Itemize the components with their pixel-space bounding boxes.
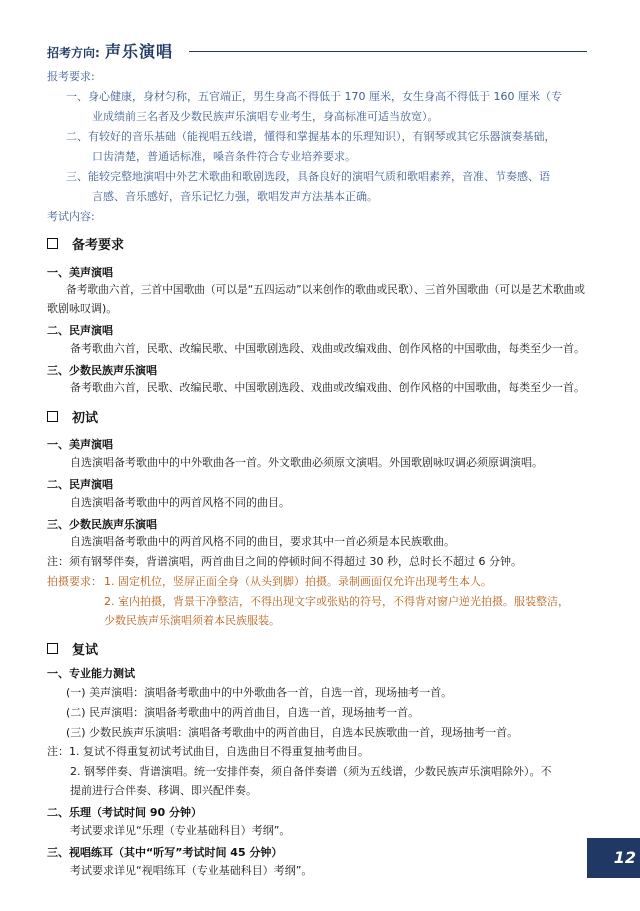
prep-head-ethnic: 三、少数民族声乐演唱	[47, 364, 157, 377]
pre-bel-canto-line: 自选演唱备考歌曲中的中外歌曲各一首。外文歌曲必须原文演唱。外国歌剧咏叹调必须原调演唱。	[70, 456, 543, 469]
section-title: 复试	[72, 643, 99, 658]
exam-content-title: 考试内容:	[47, 210, 95, 223]
section-retest	[47, 639, 98, 658]
major-label: 招考方向:	[47, 46, 100, 60]
retest-ability-head: 一、专业能力测试	[47, 667, 135, 680]
pre-note: 注：须有钢琴伴奏，背谱演唱，两首曲目之间的停顿时间不得超过 30 秒，总时长不超过 6 分钟。	[47, 555, 522, 568]
page-number: 12	[587, 838, 640, 878]
filming-line-3: 少数民族声乐演唱须着本民族服装。	[104, 614, 280, 627]
retest-ear-head: 三、视唱练耳（其中“听写”考试时间 45 分钟）	[47, 846, 283, 859]
major-title: 声乐演唱	[105, 42, 174, 61]
checkbox-square-icon	[47, 411, 58, 422]
checkbox-square-icon	[47, 238, 58, 249]
pre-head-ethnic: 三、少数民族声乐演唱	[47, 518, 157, 531]
retest-ability-1: (一) 美声演唱：演唱备考歌曲中的中外歌曲各一首，自选一首，现场抽考一首。	[66, 686, 453, 699]
section-preliminary	[47, 407, 98, 426]
section-preparation	[47, 234, 124, 253]
prep-head-bel-canto: 一、美声演唱	[47, 266, 113, 279]
pre-head-folk: 二、民声演唱	[47, 478, 113, 491]
requirement-1-line-1: 一、身心健康，身材匀称，五官端正，男生身高不得低于 170 厘米，女生身高不得低于 160 厘米（专	[66, 90, 562, 103]
pre-folk-line: 自选演唱备考歌曲中的两首风格不同的曲目。	[70, 496, 290, 509]
retest-ability-3: (三) 少数民族声乐演唱：演唱备考歌曲中的两首曲目，自选本民族歌曲一首，现场抽考一首。	[66, 726, 519, 739]
filming-line-2: 2. 室内拍摄，背景干净整洁，不得出现文字或张贴的符号，不得背对窗户逆光拍摄。服装整洁，	[104, 595, 569, 608]
checkbox-square-icon	[47, 643, 58, 654]
retest-ability-2: (二) 民声演唱：演唱备考歌曲中的两首曲目，自选一首，现场抽考一首。	[66, 706, 420, 719]
requirements-title: 报考要求:	[47, 70, 95, 83]
retest-ear-line: 考试要求详见“视唱练耳（专业基础科目）考纲”。	[70, 864, 313, 877]
retest-theory-line: 考试要求详见“乐理（专业基础科目）考纲”。	[70, 824, 291, 837]
retest-theory-head: 二、乐理（考试时间 90 分钟）	[47, 806, 202, 819]
prep-bel-canto-line-1: 备考歌曲六首，三首中国歌曲（可以是“五四运动”以来创作的歌曲或民歌）、三首外国歌曲（可以是艺术歌曲或	[66, 283, 585, 296]
requirement-3-line-1: 三、能较完整地演唱中外艺术歌曲和歌剧选段，具备良好的演唱气质和歌唱素养，音准、节奏感、语	[66, 170, 550, 183]
requirement-1-line-2: 业成绩前三名者及少数民族声乐演唱专业考生，身高标准可适当放宽）。	[92, 110, 439, 123]
section-title: 备考要求	[72, 238, 125, 253]
requirement-3-line-2: 言感、音乐感好，音乐记忆力强，歌唱发声方法基本正确。	[92, 190, 378, 203]
header-rule	[189, 51, 587, 52]
requirement-2-line-2: 口齿清楚，普通话标准，嗓音条件符合专业培养要求。	[92, 150, 356, 163]
prep-bel-canto-line-2: 歌剧咏叹调)。	[47, 302, 118, 315]
major-header	[47, 38, 587, 62]
prep-head-folk: 二、民声演唱	[47, 324, 113, 337]
pre-ethnic-line: 自选演唱备考歌曲中的两首风格不同的曲目，要求其中一首必须是本民族歌曲。	[70, 535, 455, 548]
retest-note-2: 2. 钢琴伴奏、背谱演唱。统一安排伴奏，须自备伴奏谱（须为五线谱，少数民族声乐演唱除外）。不	[70, 765, 552, 778]
filming-line-1: 1. 固定机位，竖屏正面全身（从头到脚）拍摄。录制画面仅允许出现考生本人。	[104, 575, 492, 588]
pre-head-bel-canto: 一、美声演唱	[47, 438, 113, 451]
retest-note-1: 注：1. 复试不得重复初试考试曲目，自选曲目不得重复抽考曲目。	[47, 745, 369, 758]
prep-ethnic-line: 备考歌曲六首，民歌、改编民歌、中国歌剧选段、戏曲或改编戏曲、创作风格的中国歌曲，每类至少一首。	[70, 381, 585, 394]
retest-note-3: 提前进行合伴奏、移调、即兴配伴奏。	[70, 784, 257, 797]
filming-label: 拍摄要求：	[47, 575, 102, 588]
requirement-2-line-1: 二、有较好的音乐基础（能视唱五线谱，懂得和掌握基本的乐理知识），有钢琴或其它乐器演奏基础，	[66, 130, 556, 143]
section-title: 初试	[72, 411, 99, 426]
prep-folk-line: 备考歌曲六首，民歌、改编民歌、中国歌剧选段、戏曲或改编戏曲、创作风格的中国歌曲，每类至少一首。	[70, 342, 585, 355]
